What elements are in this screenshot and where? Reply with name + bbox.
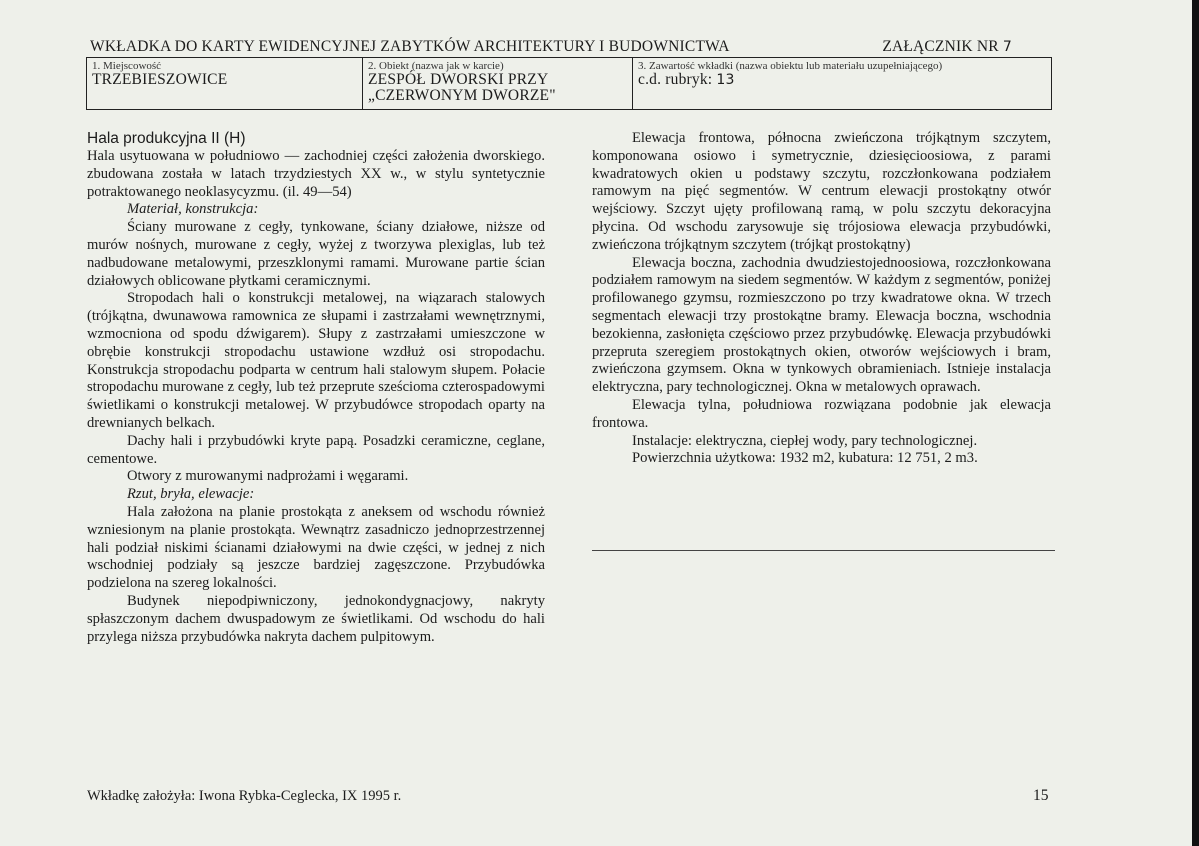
attachment-number: 7 — [1002, 39, 1012, 55]
field-locality-label: 1. Miejscowość — [92, 60, 162, 72]
paragraph: Elewacja frontowa, północna zwieńczona trójkątnym szczytem, komponowana osiowo i symetrycznie, dziesięcioosiowa, z parami kwadratowych okien u podstawy szczytu, rozczłonkowana podziałem ramowym na pięć segmentów. W centrum elewacji prostokątny otwór wejściowy. Szczyt ujęty profilowaną ramą, w polu szczytu dekoracyjna płycina. Od wschodu zarysowuje się trójosiowa elewacja przybudówki, zwieńczona trójkątnym szczytem (trójkąt prostokątny) — [592, 130, 1051, 253]
scan-edge — [1192, 0, 1199, 846]
paragraph: Powierzchnia użytkowa: 1932 m2, kubatura: 12 751, 2 m3. — [632, 450, 978, 467]
field-contents-label: 3. Zawartość wkładki (nazwa obiektu lub materiału uzupełniającego) — [638, 60, 943, 72]
paragraph: Stropodach hali o konstrukcji metalowej, na wiązarach stalowych (trójkątna, dwunawowa ramownica ze słupami i zastrzałami wewnętrznymi, wzmocniona od spodu dźwigarem). Słupy z zastrzałami umieszczone w obrębie konstrukcji stropodachu ustawione wzdłuż osi stropodachu. Konstrukcja stropodachu podparta w centrum hali stalowym słupem. Połacie stropodachu murowane z cegły, lub też przeprute sześcioma czterospadowymi świetlikami o konstrukcji metalowej. W przybudówce stropodach oparty na drewnianych belkach. — [87, 290, 545, 431]
paragraph: Ściany murowane z cegły, tynkowane, ściany działowe, niższe od murów nośnych, murowane z cegły, wyżej z tworzywa plexiglas, lub też nadbudowane metalowymi, przeszklonymi ramami. Murowane partie ścian działowych oblicowane płytkami ceramicznymi. — [87, 219, 545, 289]
field-object — [363, 58, 633, 109]
paragraph: Budynek niepodpiwniczony, jednokondygnacjowy, nakryty spłaszczonym dachem dwuspadowym ze świetlikami. Od wschodu do hali przylega niższa przybudówka nakryta dachem pulpitowym. — [87, 592, 545, 645]
field-locality — [87, 58, 363, 109]
field-contents-number: 13 — [716, 72, 735, 88]
document-title: WKŁADKA DO KARTY EWIDENCYJNEJ ZABYTKÓW ARCHITEKTURY I BUDOWNICTWA — [90, 38, 730, 55]
field-contents — [633, 58, 1051, 109]
paragraph: Elewacja tylna, południowa rozwiązana podobnie jak elewacja frontowa. — [592, 396, 1051, 431]
paragraph: Hala założona na planie prostokąta z aneksem od wschodu również wzniesionym na planie prostokąta. Wewnątrz zasadniczo jednoprzestrzennej hali podział niskimi ścianami działowymi na dwie części, w jednej z nich wschodniej podziały są jeszcze bardziej zagęszczone. Przybudówka podzielona na szereg lokalności. — [87, 503, 545, 592]
paragraph: Otwory z murowanymi nadprożami i węgarami. — [127, 468, 409, 485]
right-column — [592, 130, 1051, 468]
field-contents-value: c.d. rubryk: 13 — [638, 71, 735, 88]
form-table — [86, 57, 1052, 110]
subheading-material: Materiał, konstrukcja: — [127, 201, 259, 218]
section-divider — [592, 550, 1055, 551]
left-column — [87, 130, 545, 646]
paragraph: Dachy hali i przybudówki kryte papą. Posadzki ceramiczne, ceglane, cementowe. — [87, 432, 545, 467]
section-heading: Hala produkcyjna II (H) — [87, 130, 246, 147]
paragraph: Instalacje: elektryczna, ciepłej wody, pary technologicznej. — [632, 432, 978, 449]
field-locality-value: TRZEBIESZOWICE — [92, 71, 228, 88]
paragraph: Elewacja boczna, zachodnia dwudziestojednoosiowa, rozczłonkowana podziałem ramowym na siedem segmentów. W każdym z segmentów, poniżej profilowanego gzymsu, rozmieszczono po trzy kwadratowe okna. W trzech segmentach elewacji trzy prostokątne bramy. Elewacja boczna, wschodnia bezokienna, zasłonięta częściowo przez przybudówkę. Elewacja przybudówki przepruta szeregiem prostokątnych okien, otworów wejściowych i bram, zwieńczona gzymsem. Okna w tynkowych obramieniach. Istnieje instalacja elektryczna, pary technologicznej. Okna w metalowych oprawach. — [592, 254, 1051, 396]
field-object-label: 2. Obiekt (nazwa jak w karcie) — [368, 60, 504, 72]
paragraph: Hala usytuowana w południowo — zachodniej części założenia dworskiego. zbudowana została w latach trzydziestych XX w., w stylu syntetycznie potraktowanego neoklasycyzmu. (il. 49—54) — [87, 148, 545, 200]
attachment-label: ZAŁĄCZNIK NR 7 — [882, 38, 1012, 55]
document-header — [90, 38, 1052, 56]
subheading-plan: Rzut, bryła, elewacje: — [127, 486, 255, 503]
page-number: 15 — [1033, 787, 1049, 804]
field-object-value-line1: ZESPÓŁ DWORSKI PRZY — [368, 71, 549, 88]
field-object-value-line2: „CZERWONYM DWORZE" — [368, 87, 556, 104]
footer-author: Wkładkę założyła: Iwona Rybka-Ceglecka, IX 1995 r. — [87, 788, 402, 804]
